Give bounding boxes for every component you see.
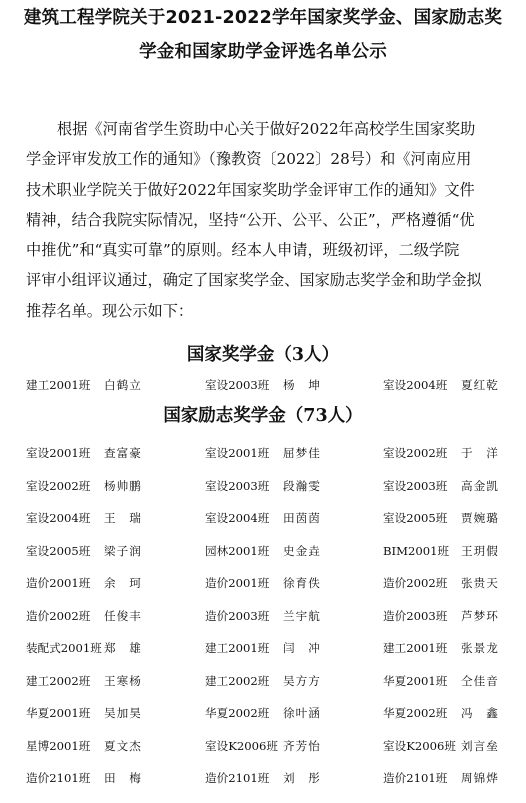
class-name: 星博2001班 bbox=[26, 738, 91, 753]
recipient-entry bbox=[383, 543, 499, 559]
recipient-entry bbox=[383, 705, 499, 721]
class-name: 室设K2006班 bbox=[205, 738, 278, 753]
student-name: 吴方方 bbox=[283, 673, 321, 688]
student-name: 杨 坤 bbox=[283, 378, 321, 392]
student-name: 张景龙 bbox=[461, 641, 499, 655]
recipient-entry bbox=[383, 640, 499, 656]
class-name: 园林2001班 bbox=[205, 543, 270, 558]
list-row bbox=[0, 608, 526, 641]
student-name: 夏文杰 bbox=[104, 738, 142, 753]
student-name: 徐叶涵 bbox=[283, 706, 321, 720]
class-name: 造价2001班 bbox=[205, 576, 270, 590]
class-name: 华夏2001班 bbox=[383, 673, 448, 688]
student-name: 郑 雄 bbox=[104, 641, 142, 655]
recipient-entry bbox=[26, 673, 142, 689]
list-row bbox=[0, 510, 526, 543]
recipient-entry bbox=[205, 673, 321, 689]
class-name: 建工2001班 bbox=[205, 641, 270, 655]
list-row bbox=[0, 770, 526, 803]
recipient-entry bbox=[26, 705, 142, 721]
student-name: 徐育佚 bbox=[283, 576, 321, 590]
intro-line: 推荐名单。现公示如下： bbox=[26, 301, 194, 320]
student-name: 余 珂 bbox=[104, 576, 142, 590]
student-name: 梁子润 bbox=[104, 543, 142, 558]
class-name: 室设2003班 bbox=[205, 478, 270, 493]
student-name: 芦梦环 bbox=[461, 608, 499, 623]
class-name: 华夏2002班 bbox=[205, 706, 270, 720]
student-name: 史金垚 bbox=[283, 543, 321, 558]
recipient-entry bbox=[205, 377, 321, 393]
list-row bbox=[0, 640, 526, 673]
list-row bbox=[0, 478, 526, 511]
list-row bbox=[0, 738, 526, 771]
class-name: 造价2001班 bbox=[26, 576, 91, 590]
student-name: 兰宇航 bbox=[283, 608, 321, 623]
recipient-entry bbox=[26, 510, 142, 526]
student-name: 贾婉璐 bbox=[461, 511, 499, 525]
class-name: 室设2004班 bbox=[205, 511, 270, 525]
recipient-entry bbox=[26, 770, 142, 786]
class-name: 建工2001班 bbox=[26, 378, 91, 392]
recipient-entry bbox=[205, 738, 321, 754]
intro-line: 根据《河南省学生资助中心关于做好2022年高校学生国家奖助 bbox=[57, 120, 476, 138]
student-name: 任俊丰 bbox=[104, 608, 142, 623]
student-name: 吴加昊 bbox=[104, 706, 142, 720]
recipient-entry bbox=[26, 640, 142, 656]
recipient-entry bbox=[383, 510, 499, 526]
recipient-entry bbox=[205, 478, 321, 494]
list-row bbox=[0, 705, 526, 738]
intro-line: 技术职业学院关于做好2022年国家奖助学金评审工作的通知》文件 bbox=[26, 180, 475, 199]
recipient-entry bbox=[26, 738, 142, 754]
student-name: 仝佳音 bbox=[461, 673, 499, 688]
class-name: 室设2005班 bbox=[26, 543, 91, 558]
recipient-entry bbox=[383, 608, 499, 624]
recipient-entry bbox=[383, 673, 499, 689]
recipient-entry bbox=[205, 608, 321, 624]
recipient-entry bbox=[205, 705, 321, 721]
recipient-entry bbox=[205, 510, 321, 526]
class-name: 室设2002班 bbox=[383, 446, 448, 460]
recipient-entry bbox=[205, 575, 321, 591]
recipient-entry bbox=[26, 377, 142, 393]
encouragement-scholarship-heading: 国家励志奖学金（73人） bbox=[163, 406, 363, 426]
student-name: 于 洋 bbox=[461, 446, 499, 460]
class-name: 室设2004班 bbox=[383, 378, 448, 392]
student-name: 齐芳怡 bbox=[283, 738, 321, 753]
class-name: 室设2005班 bbox=[383, 511, 448, 525]
class-name: 室设2003班 bbox=[383, 478, 448, 493]
student-name: 张贵天 bbox=[461, 576, 499, 590]
list-row bbox=[0, 575, 526, 608]
student-name: 刘 彤 bbox=[283, 771, 321, 785]
recipient-entry bbox=[383, 575, 499, 591]
intro-paragraph bbox=[26, 114, 504, 326]
class-name: 室设K2006班 bbox=[383, 738, 456, 753]
class-name: 建工2001班 bbox=[383, 641, 448, 655]
student-name: 查富豪 bbox=[104, 446, 142, 460]
list-row bbox=[0, 543, 526, 576]
recipient-entry bbox=[26, 445, 142, 461]
recipient-entry bbox=[383, 478, 499, 494]
student-name: 夏红乾 bbox=[461, 378, 499, 392]
class-name: 造价2101班 bbox=[26, 771, 91, 785]
recipient-entry bbox=[383, 377, 499, 393]
student-name: 田 梅 bbox=[104, 771, 142, 785]
student-name: 田茵茵 bbox=[283, 511, 321, 525]
student-name: 冯 鑫 bbox=[461, 706, 499, 720]
document-title-line-1: 建筑工程学院关于2021-2022学年国家奖学金、国家励志奖 bbox=[23, 8, 503, 28]
intro-line: 评审小组评议通过，确定了国家奖学金、国家励志奖学金和助学金拟 bbox=[26, 271, 482, 290]
student-name: 段瀚雯 bbox=[283, 478, 321, 493]
intro-line: 学金评审发放工作的通知》（豫教资〔2022〕28号）和《河南应用 bbox=[26, 150, 472, 169]
intro-line: 精神，结合我院实际情况，坚持“公开、公平、公正”，严格遵循“优 bbox=[26, 210, 475, 229]
student-name: 白鹤立 bbox=[104, 378, 142, 392]
student-name: 王寒杨 bbox=[104, 673, 142, 688]
class-name: 建工2002班 bbox=[26, 673, 91, 688]
student-name: 闫 冲 bbox=[283, 641, 321, 655]
encouragement-scholarship-list bbox=[0, 445, 526, 803]
class-name: 造价2101班 bbox=[383, 771, 448, 785]
list-row bbox=[0, 673, 526, 706]
list-row bbox=[0, 445, 526, 478]
student-name: 刘言垒 bbox=[461, 738, 499, 753]
class-name: 装配式2001班 bbox=[26, 641, 102, 655]
class-name: 室设2003班 bbox=[205, 378, 270, 392]
recipient-entry bbox=[26, 543, 142, 559]
class-name: 造价2101班 bbox=[205, 771, 270, 785]
recipient-entry bbox=[205, 640, 321, 656]
recipient-entry bbox=[26, 478, 142, 494]
class-name: 造价2003班 bbox=[383, 608, 448, 623]
national-scholarship-heading: 国家奖学金（3人） bbox=[186, 345, 340, 365]
class-name: 造价2003班 bbox=[205, 608, 270, 623]
class-name: BIM2001班 bbox=[383, 543, 450, 558]
class-name: 室设2002班 bbox=[26, 478, 91, 493]
class-name: 华夏2002班 bbox=[383, 706, 448, 720]
student-name: 屈梦佳 bbox=[283, 446, 321, 460]
class-name: 造价2002班 bbox=[383, 576, 448, 590]
recipient-entry bbox=[205, 770, 321, 786]
class-name: 造价2002班 bbox=[26, 608, 91, 623]
recipient-entry bbox=[26, 575, 142, 591]
recipient-entry bbox=[205, 445, 321, 461]
recipient-entry bbox=[26, 608, 142, 624]
student-name: 王 瑞 bbox=[104, 511, 142, 525]
class-name: 室设2004班 bbox=[26, 511, 91, 525]
student-name: 周锦烨 bbox=[461, 771, 499, 785]
recipient-entry bbox=[383, 770, 499, 786]
intro-line: 中推优”和“真实可靠”的原则。经本人申请，班级初评，二级学院 bbox=[26, 241, 460, 260]
class-name: 室设2001班 bbox=[205, 446, 270, 460]
student-name: 高金凯 bbox=[461, 478, 499, 493]
recipient-entry bbox=[383, 445, 499, 461]
student-name: 王玥假 bbox=[461, 543, 499, 558]
class-name: 室设2001班 bbox=[26, 446, 91, 460]
class-name: 华夏2001班 bbox=[26, 706, 91, 720]
recipient-entry bbox=[383, 738, 499, 754]
class-name: 建工2002班 bbox=[205, 673, 270, 688]
document-title-line-2: 学金和国家助学金评选名单公示 bbox=[139, 42, 387, 62]
recipient-entry bbox=[205, 543, 321, 559]
student-name: 杨帅鹏 bbox=[104, 478, 142, 493]
